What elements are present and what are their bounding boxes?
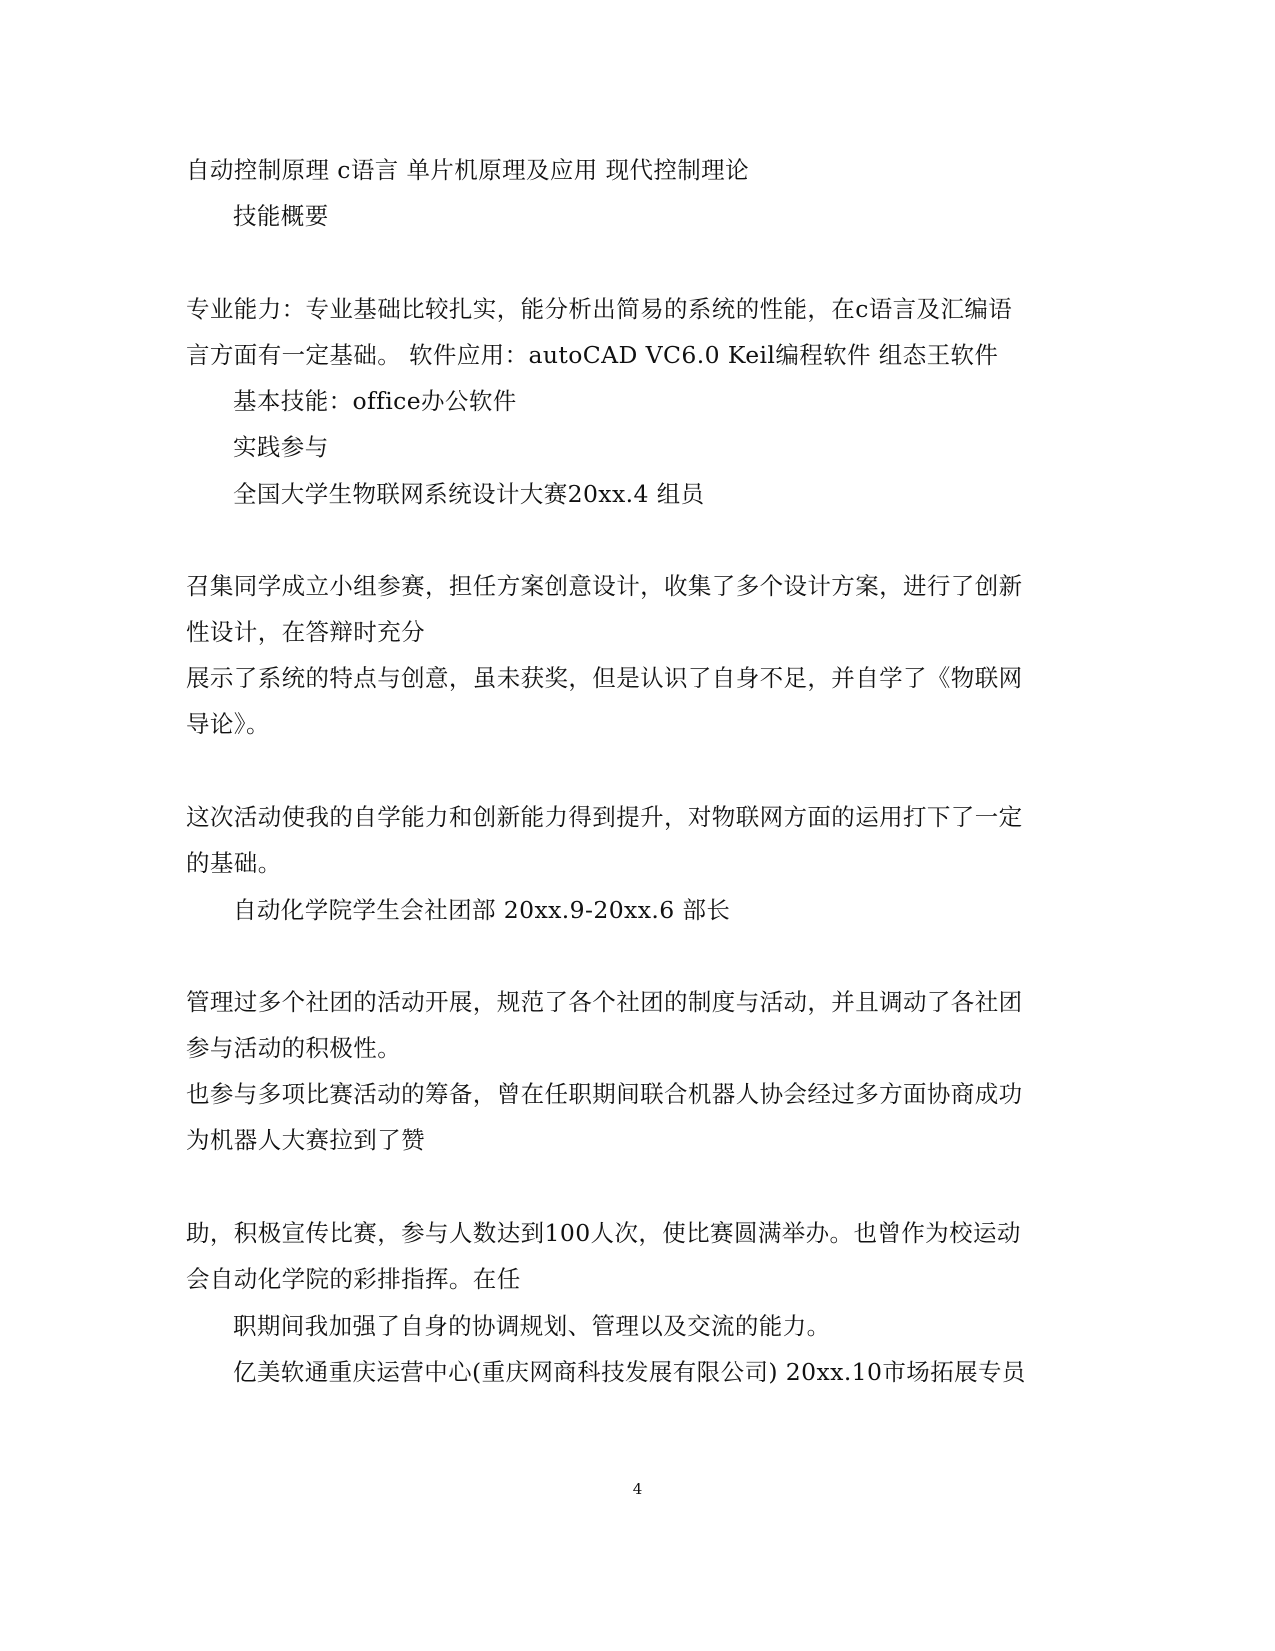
paragraph-line: 性设计，在答辩时充分 (186, 618, 425, 646)
experience-title: 全国大学生物联网系统设计大赛20xx.4 组员 (233, 480, 705, 508)
paragraph-line: 也参与多项比赛活动的筹备，曾在任职期间联合机器人协会经过多方面协商成功 (186, 1080, 1023, 1108)
paragraph-line: 召集同学成立小组参赛，担任方案创意设计，收集了多个设计方案，进行了创新 (186, 572, 1023, 600)
section-heading-skills: 技能概要 (233, 202, 329, 230)
paragraph-line: 展示了系统的特点与创意，虽未获奖，但是认识了自身不足，并自学了《物联网 (186, 664, 1023, 692)
paragraph-line: 会自动化学院的彩排指挥。在任 (186, 1265, 521, 1293)
paragraph-line: 导论》。 (186, 710, 270, 738)
paragraph-line: 言方面有一定基础。 软件应用：autoCAD VC6.0 Keil编程软件 组态王软件 (186, 341, 999, 369)
paragraph-line: 为机器人大赛拉到了赞 (186, 1126, 425, 1154)
paragraph-line: 专业能力：专业基础比较扎实，能分析出简易的系统的性能，在c语言及汇编语 (186, 295, 1013, 323)
paragraph-line: 基本技能：office办公软件 (233, 387, 517, 415)
paragraph-line: 参与活动的积极性。 (186, 1034, 402, 1062)
paragraph-line: 的基础。 (186, 849, 282, 877)
paragraph-line: 管理过多个社团的活动开展，规范了各个社团的制度与活动，并且调动了各社团 (186, 988, 1023, 1016)
paragraph-line: 助，积极宣传比赛，参与人数达到100人次，使比赛圆满举办。也曾作为校运动 (186, 1219, 1021, 1247)
paragraph-line: 这次活动使我的自学能力和创新能力得到提升，对物联网方面的运用打下了一定 (186, 803, 1023, 831)
experience-title: 自动化学院学生会社团部 20xx.9-20xx.6 部长 (233, 896, 731, 924)
page-number: 4 (632, 1480, 643, 1498)
paragraph-line: 职期间我加强了自身的协调规划、管理以及交流的能力。 (233, 1312, 831, 1340)
experience-title: 亿美软通重庆运营中心(重庆网商科技发展有限公司) 20xx.10市场拓展专员 (233, 1358, 1026, 1386)
section-heading-practice: 实践参与 (233, 433, 329, 461)
course-list-line: 自动控制原理 c语言 单片机原理及应用 现代控制理论 (186, 156, 749, 184)
